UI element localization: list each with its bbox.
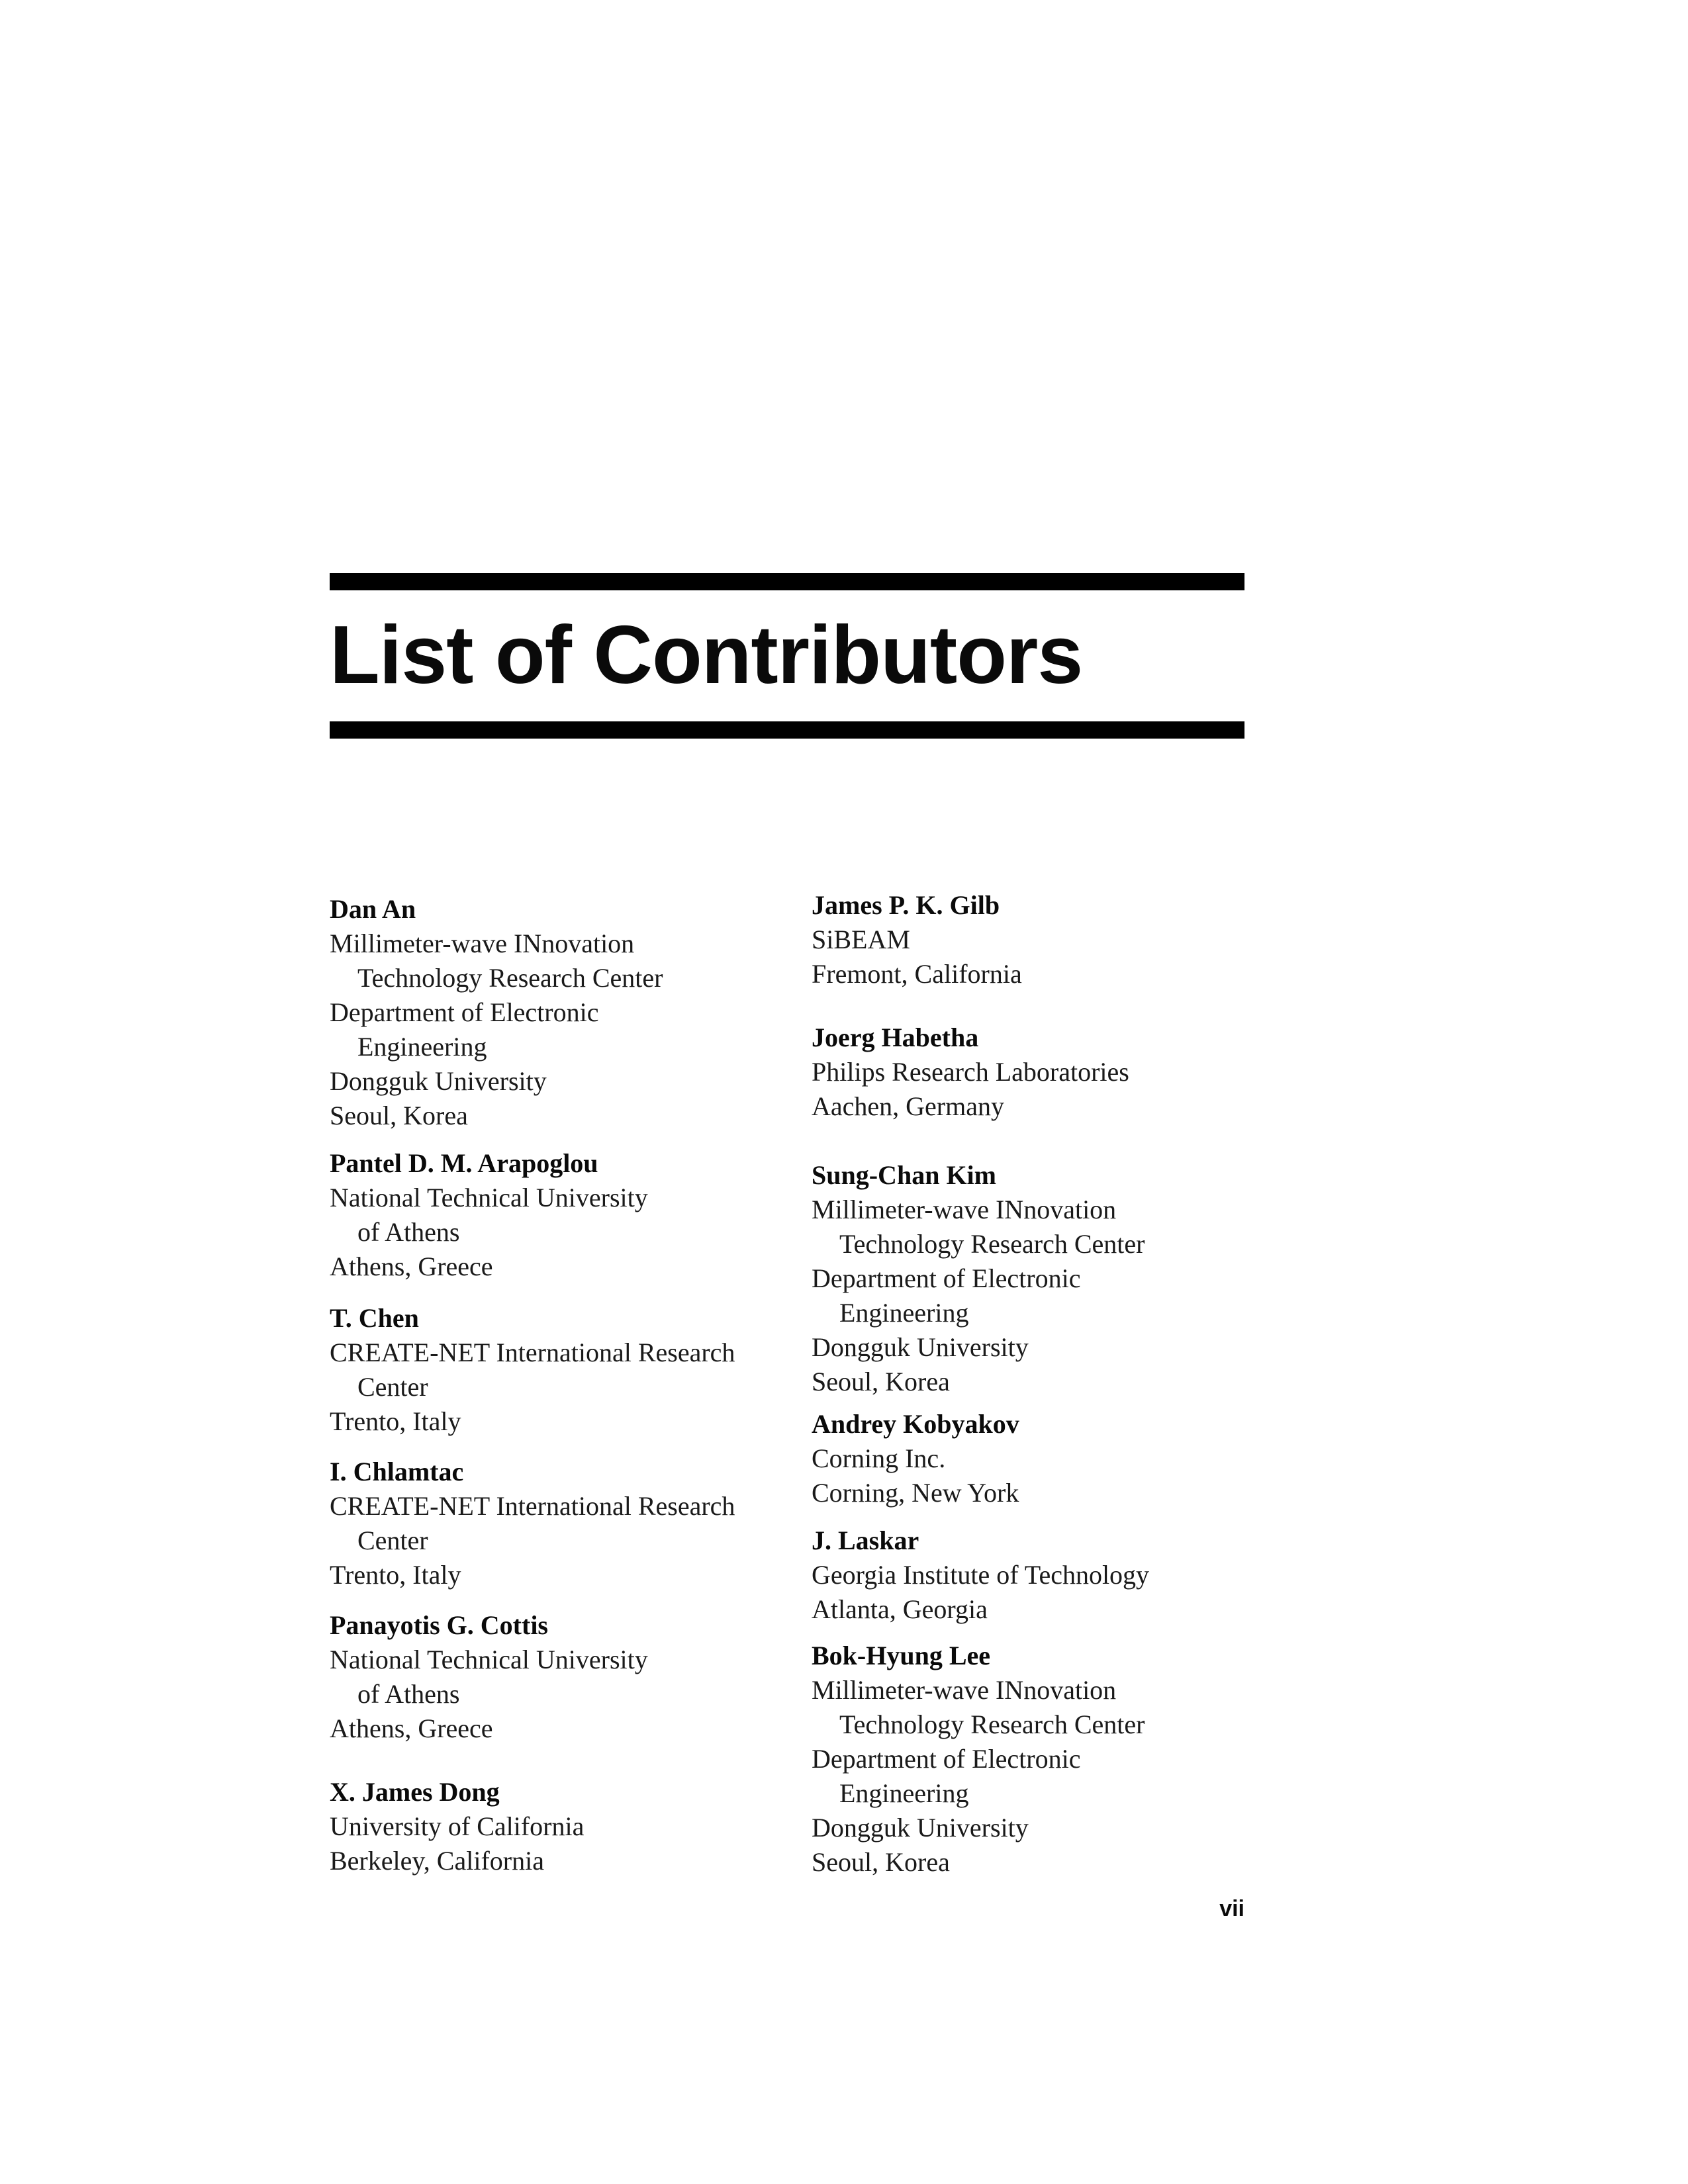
page-number: vii	[1219, 1896, 1244, 1921]
contributor-affiliation-line: Dongguk University	[812, 1813, 1029, 1843]
contributor-affiliation-line: Aachen, Germany	[812, 1091, 1004, 1121]
contributor-affiliation-line: Berkeley, California	[330, 1846, 544, 1876]
contributor-affiliation-line: Dongguk University	[812, 1332, 1029, 1362]
contributor-entry	[812, 1524, 1275, 1627]
contributor-affiliation-line: Millimeter-wave INnovation	[330, 929, 635, 958]
contributor-affiliation-line: National Technical University	[330, 1645, 648, 1674]
contributor-affiliation-line: Fremont, California	[812, 959, 1022, 989]
contributor-affiliation-line: Dongguk University	[330, 1066, 547, 1096]
contributor-affiliation-line: Seoul, Korea	[812, 1847, 950, 1877]
contributor-affiliation-line: SiBEAM	[812, 925, 910, 954]
contributor-entry	[812, 1639, 1275, 1880]
contributor-name: Sung-Chan Kim	[812, 1160, 996, 1190]
contributor-affiliation-line: Technology Research Center	[839, 1709, 1145, 1739]
contributor-affiliation-line: Trento, Italy	[330, 1406, 461, 1436]
contributor-affiliation-line: Technology Research Center	[839, 1229, 1145, 1259]
contributor-affiliation-line: Center	[357, 1372, 428, 1402]
contributor-name: I. Chlamtac	[330, 1457, 464, 1486]
contributor-affiliation-line: Department of Electronic	[812, 1744, 1081, 1774]
contributor-name: X. James Dong	[330, 1777, 500, 1807]
contributor-affiliation-line: CREATE-NET International Research	[330, 1338, 735, 1367]
contributor-name: T. Chen	[330, 1303, 419, 1333]
contributor-name: Andrey Kobyakov	[812, 1409, 1019, 1439]
contributor-affiliation-line: National Technical University	[330, 1183, 648, 1212]
contributor-entry	[812, 888, 1275, 991]
contributor-affiliation-line: Seoul, Korea	[330, 1101, 468, 1130]
contributor-affiliation-line: University of California	[330, 1811, 585, 1841]
contributor-name: Joerg Habetha	[812, 1023, 979, 1052]
contributor-entry	[330, 1608, 793, 1746]
page-title: List of Contributors	[330, 610, 1083, 701]
contributor-affiliation-line: Millimeter-wave INnovation	[812, 1195, 1117, 1224]
contributor-name: Pantel D. M. Arapoglou	[330, 1148, 598, 1178]
contributor-entry	[812, 1407, 1275, 1510]
contributor-affiliation-line: Trento, Italy	[330, 1560, 461, 1590]
contributor-affiliation-line: Technology Research Center	[357, 963, 663, 993]
contributor-affiliation-line: of Athens	[357, 1217, 460, 1247]
contributor-affiliation-line: Corning Inc.	[812, 1443, 946, 1473]
contributor-affiliation-line: Georgia Institute of Technology	[812, 1560, 1150, 1590]
contributor-entry	[330, 1455, 793, 1592]
contributor-affiliation-line: Seoul, Korea	[812, 1367, 950, 1396]
contributor-name: J. Laskar	[812, 1525, 919, 1555]
contributor-affiliation-line: Department of Electronic	[330, 997, 599, 1027]
contributor-name: Panayotis G. Cottis	[330, 1610, 548, 1640]
contributor-affiliation-line: Athens, Greece	[330, 1251, 493, 1281]
title-rule-top	[330, 573, 1244, 590]
contributor-affiliation-line: of Athens	[357, 1679, 460, 1709]
contributor-affiliation-line: Athens, Greece	[330, 1713, 493, 1743]
contributor-affiliation-line: CREATE-NET International Research	[330, 1491, 735, 1521]
contributor-entry	[330, 1775, 793, 1878]
contributor-affiliation-line: Engineering	[839, 1298, 969, 1328]
contributor-affiliation-line: Engineering	[839, 1778, 969, 1808]
contributor-entry	[330, 1301, 793, 1439]
contributor-affiliation-line: Atlanta, Georgia	[812, 1594, 988, 1624]
contributor-entry	[812, 1021, 1275, 1124]
contributor-name: James P. K. Gilb	[812, 890, 1000, 920]
contributor-name: Dan An	[330, 894, 416, 924]
contributor-affiliation-line: Corning, New York	[812, 1478, 1019, 1508]
contributor-affiliation-line: Engineering	[357, 1032, 487, 1062]
contributor-entry	[330, 892, 793, 1133]
contributor-entry	[812, 1158, 1275, 1399]
contributor-affiliation-line: Millimeter-wave INnovation	[812, 1675, 1117, 1705]
contributor-affiliation-line: Center	[357, 1525, 428, 1555]
contributor-name: Bok-Hyung Lee	[812, 1641, 991, 1670]
title-rule-bottom	[330, 721, 1244, 739]
contributor-affiliation-line: Department of Electronic	[812, 1263, 1081, 1293]
contributor-entry	[330, 1146, 793, 1284]
contributor-affiliation-line: Philips Research Laboratories	[812, 1057, 1129, 1087]
